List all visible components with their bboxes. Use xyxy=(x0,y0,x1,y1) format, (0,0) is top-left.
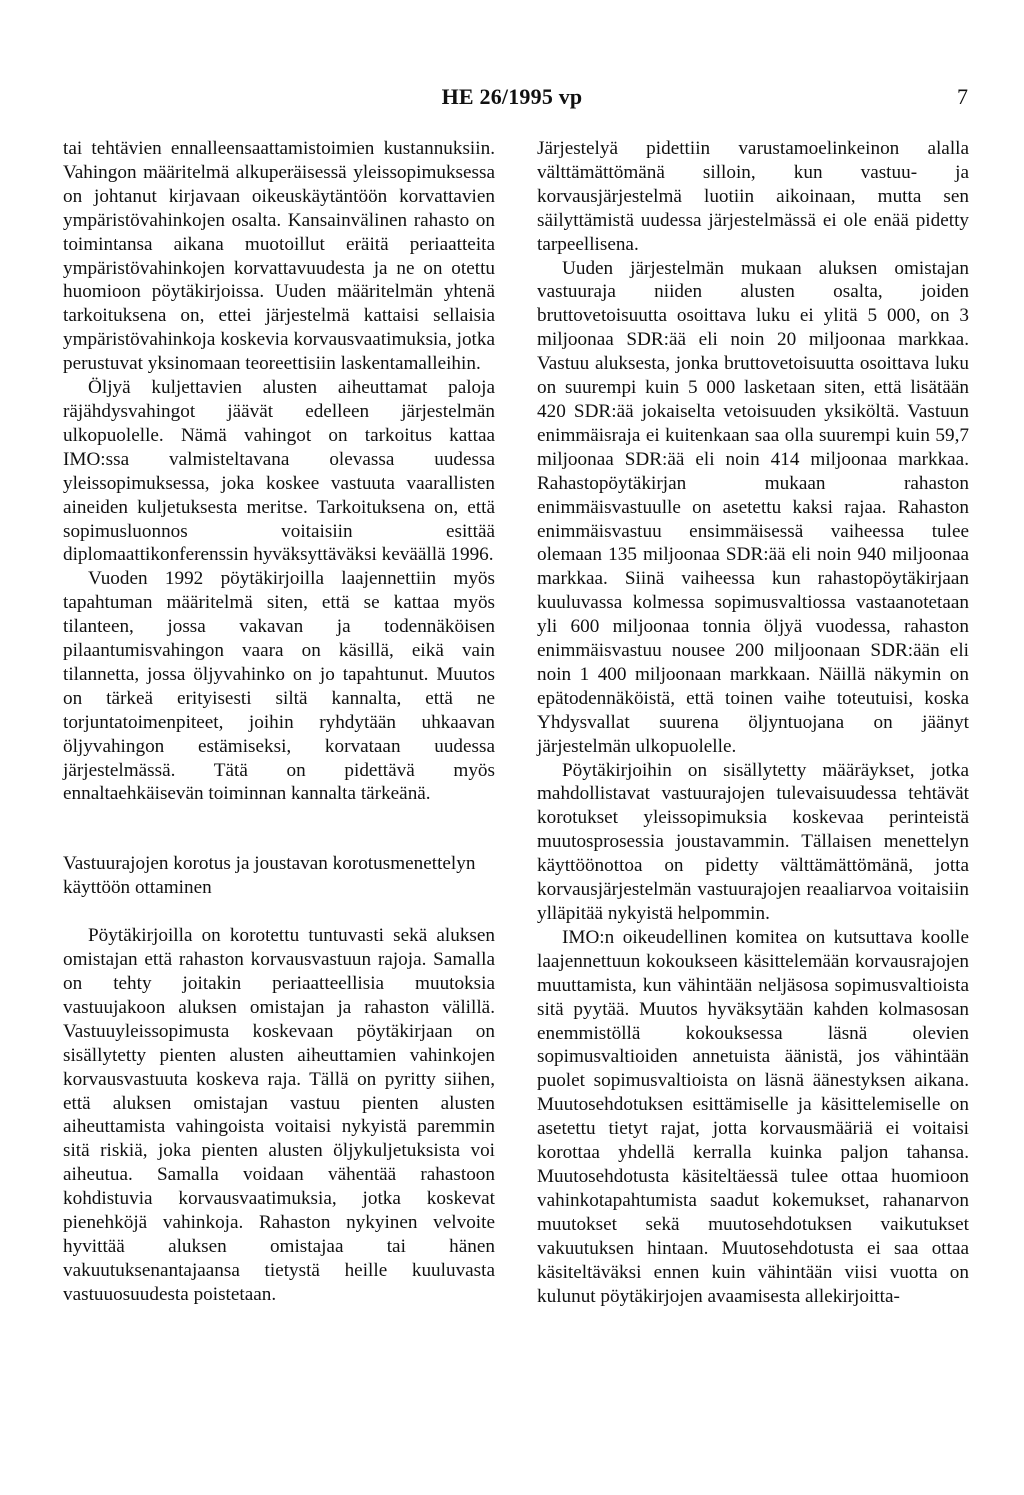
paragraph: Pöytäkirjoilla on korotettu tuntuvasti sekä aluksen omistajan että rahaston korvausvastuun rajoja. Samalla on tehty joitakin periaatteellisia muutoksia vastuujakoon aluksen omistajan ja rahaston välillä. Vastuuyleissopimusta koskevaan pöytäkirjaan on sisällytetty pienten alusten aiheuttamien vahinkojen korvausvastuuta koskeva raja. Tällä on pyritty siihen, että aluksen omistajan vastuu pienten alusten aiheuttamista vahingoista voitaisi nykyistä paremmin sitä riskiä, joka pienten alusten öljykuljetuksista voi aiheutua. Samalla voidaan vähentää rahastoon kohdistuvia korvausvaatimuksia, jotka koskevat pienehköjä vahinkoja. Rahaston nykyinen velvoite hyvittää aluksen omistajaa tai hänen vakuutuksenantajaansa tietystä heille kuuluvasta vastuuosuudesta poistetaan. xyxy=(63,925,495,1305)
left-column xyxy=(63,137,495,1307)
page-header xyxy=(0,84,1024,114)
paragraph: Uuden järjestelmän mukaan aluksen omistajan vastuuraja niiden alusten osalta, joiden bruttovetoisuutta osoittava luku ei ylitä 5 000, on 3 miljoonaa SDR:ää eli noin 20 miljoonaa markkaa. Vastuu aluksesta, jonka bruttovetoisuutta osoittava luku on suurempi kuin 5 000 lasketaan siten, että lisätään 420 SDR:ää jokaiselta vetoisuuden yksiköltä. Vastuun enimmäisraja ei kuitenkaan saa olla suurempi kuin 59,7 miljoonaa SDR:ää eli noin 414 miljoonaa markkaa. Rahastopöytäkirjan mukaan rahaston enimmäisvastuulle on asetettu kaksi rajaa. Rahaston enimmäisvastuu ensimmäisessä vaiheessa tulee olemaan 135 miljoonaa SDR:ää eli noin 940 miljoonaa markkaa. Siinä vaiheessa kun rahastopöytäkirjaan kuuluvassa kolmessa sopimusvaltiossa vastaanotetaan yli 600 miljoonaa tonnia öljyä vuodessa, rahaston enimmäisvastuu nousee 200 miljoonaan SDR:ään eli noin 1 400 miljoonaan markkaan. Näillä näkymin on epätodennäköistä, että toinen vaihe toteutuisi, koska Yhdysvallat suurena öljyntuojana on jäänyt järjestelmän ulkopuolelle. xyxy=(537,257,969,757)
right-column xyxy=(537,137,969,1308)
paragraph: Vuoden 1992 pöytäkirjoilla laajennettiin myös tapahtuman määritelmä siten, että se kattaa myös tilanteen, jossa vakavan ja todennäköisen pilaantumisvahingon vaara on käsillä, eikä vain tilannetta, jossa öljyvahinko on jo tapahtunut. Muutos on tärkeä erityisesti siltä kannalta, että ne torjuntatoimenpiteet, joihin ryhdytään uhkaavan öljyvahingon estämiseksi, korvataan uudessa järjestelmässä. Tätä on pidettävä myös ennaltaehkäisevän toiminnan kannalta tärkeänä. xyxy=(63,568,495,805)
paragraph: IMO:n oikeudellinen komitea on kutsuttava koolle laajennettuun kokoukseen käsittelemään korvausrajojen muuttamista, kun vähintään neljäsosa sopimusvaltioista sitä pyytää. Muutos hyväksytään kahden kolmasosan enemmistöllä kokouksessa läsnä olevien sopimusvaltioiden annetuista äänistä, jos vähintään puolet sopimusvaltioista on läsnä äänestyksen aikana. Muutosehdotuksen esittämiselle ja käsittelemiselle on asetettu tietyt rajat, jotta korvausmääriä ei voitaisi korottaa yhdellä kerralla kuinka paljon tahansa. Muutosehdotusta käsiteltäessä tulee ottaa huomioon vahinkotapahtumista saadut kokemukset, rahanarvon muutokset sekä muutosehdotuksen vaikutukset vakuutuksen hintaan. Muutosehdotusta ei saa ottaa käsiteltäväksi ennen kuin vähintään viisi vuotta on kulunut pöytäkirjojen avaamisesta allekirjoitta- xyxy=(537,926,969,1307)
paragraph: Öljyä kuljettavien alusten aiheuttamat paloja räjähdysvahingot jäävät edelleen järjestelmän ulkopuolelle. Nämä vahingot on tarkoitus kattaa IMO:ssa valmisteltavana olevassa uudessa yleissopimuksessa, joka koskee vastuuta vaarallisten aineiden kuljetuksesta meritse. Tarkoituksena on, että sopimusluonnos voitaisiin esittää diplomaattikonferenssin hyväksyttäväksi keväällä 1996. xyxy=(63,377,495,566)
section-heading: Vastuurajojen korotus ja joustavan korotusmenettelyn käyttöön ottaminen xyxy=(63,853,476,899)
paragraph: Järjestelyä pidettiin varustamoelinkeinon alalla välttämättömänä silloin, kun vastuu- ja korvausjärjestelmä luotiin aikoinaan, mutta sen säilyttämistä uudessa järjestelmässä ei ole enää pidetty tarpeellisena. xyxy=(537,138,969,255)
document-id: HE 26/1995 vp xyxy=(441,84,583,109)
page-number: 7 xyxy=(957,84,968,109)
paragraph: Pöytäkirjoihin on sisällytetty määräykset, jotka mahdollistavat vastuurajojen tulevaisuudessa tehtävät korotukset yleissopimuksia koskevaa perinteistä muutosprosessia joustavammin. Tällaisen menettelyn käyttöönottoa on pidetty välttämättömänä, jotta korvausjärjestelmän vastuurajojen reaaliarvoa voitaisiin ylläpitää nykyistä helpommin. xyxy=(537,759,969,924)
paragraph: tai tehtävien ennalleensaattamistoimien kustannuksiin. Vahingon määritelmä alkuperäisessä yleissopimuksessa on johtanut kirjavaan oikeuskäytäntöön korvattavien ympäristövahinkojen osalta. Kansainvälinen rahasto on toimintansa aikana muotoillut eräitä periaatteita ympäristövahinkojen korvattavuudesta ja ne on otettu huomioon pöytäkirjoissa. Uuden määritelmän yhtenä tarkoituksena on, ettei järjestelmä kattaisi sellaisia ympäristövahinkoja koskevia korvausvaatimuksia, jotka perustuvat yksinomaan teoreettisiin laskentamalleihin. xyxy=(63,138,495,375)
